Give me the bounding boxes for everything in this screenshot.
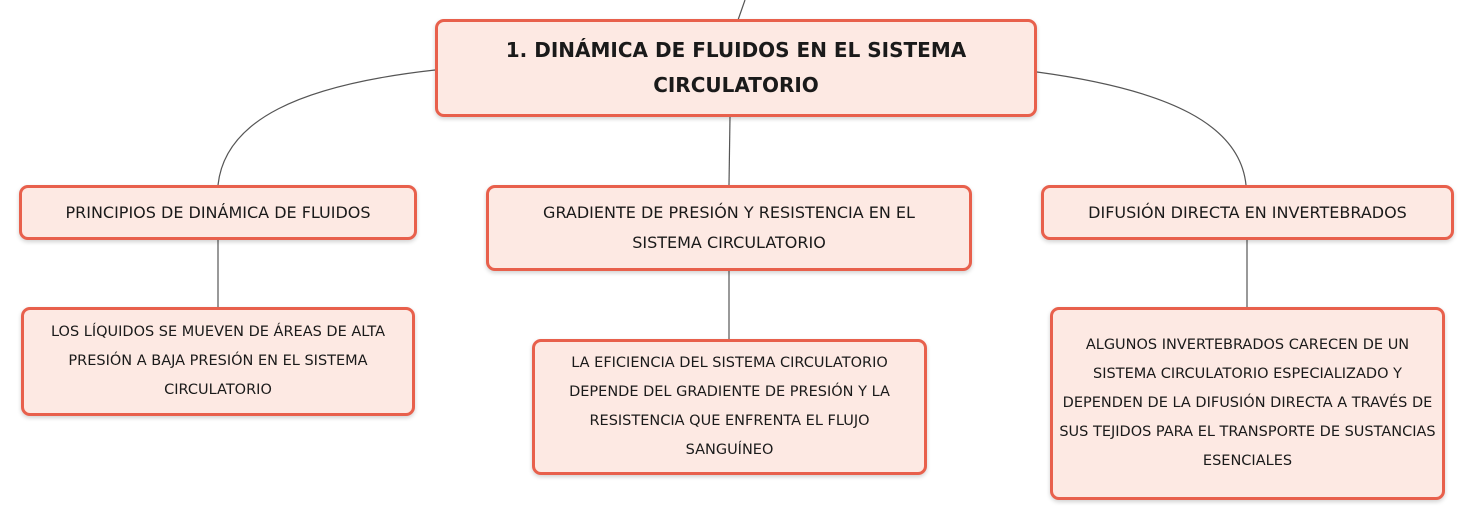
subtopic-label: LOS LÍQUIDOS SE MUEVEN DE ÁREAS DE ALTA PRESIÓN A BAJA PRESIÓN EN EL SISTEMA CIRCULATORIO [50, 324, 386, 398]
root-topic[interactable] [435, 19, 1037, 117]
connector-root-to-branch-3 [1037, 72, 1246, 185]
branch-topic-fluid-dynamics-principles[interactable] [19, 185, 417, 240]
subtopic-circulatory-efficiency[interactable] [532, 339, 927, 475]
root-topic-label: 1. DINÁMICA DE FLUIDOS EN EL SISTEMA CIRCULATORIO [505, 38, 967, 97]
branch-topic-pressure-gradient[interactable] [486, 185, 972, 271]
branch-topic-label: GRADIENTE DE PRESIÓN Y RESISTENCIA EN EL SISTEMA CIRCULATORIO [543, 203, 915, 252]
connector-parent-to-root [738, 0, 745, 20]
connector-root-to-branch-1 [218, 70, 435, 185]
branch-topic-label: PRINCIPIOS DE DINÁMICA DE FLUIDOS [65, 202, 371, 222]
subtopic-invertebrate-diffusion[interactable] [1050, 307, 1445, 500]
branch-topic-label: DIFUSIÓN DIRECTA EN INVERTEBRADOS [1088, 202, 1407, 222]
subtopic-fluid-movement[interactable] [21, 307, 415, 416]
branch-topic-direct-diffusion[interactable] [1041, 185, 1454, 240]
subtopic-label: LA EFICIENCIA DEL SISTEMA CIRCULATORIO DEPENDE DEL GRADIENTE DE PRESIÓN Y LA RESISTENCIA QUE ENFRENTA EL FLUJO SANGUÍNEO [569, 355, 890, 458]
connector-root-to-branch-2 [729, 117, 730, 185]
subtopic-label: ALGUNOS INVERTEBRADOS CARECEN DE UN SISTEMA CIRCULATORIO ESPECIALIZADO Y DEPENDEN DE LA DIFUSIÓN DIRECTA A TRAVÉS DE SUS TEJIDOS PARA EL TRANSPORTE DE SUSTANCIAS ESENCIALES [1059, 337, 1436, 469]
